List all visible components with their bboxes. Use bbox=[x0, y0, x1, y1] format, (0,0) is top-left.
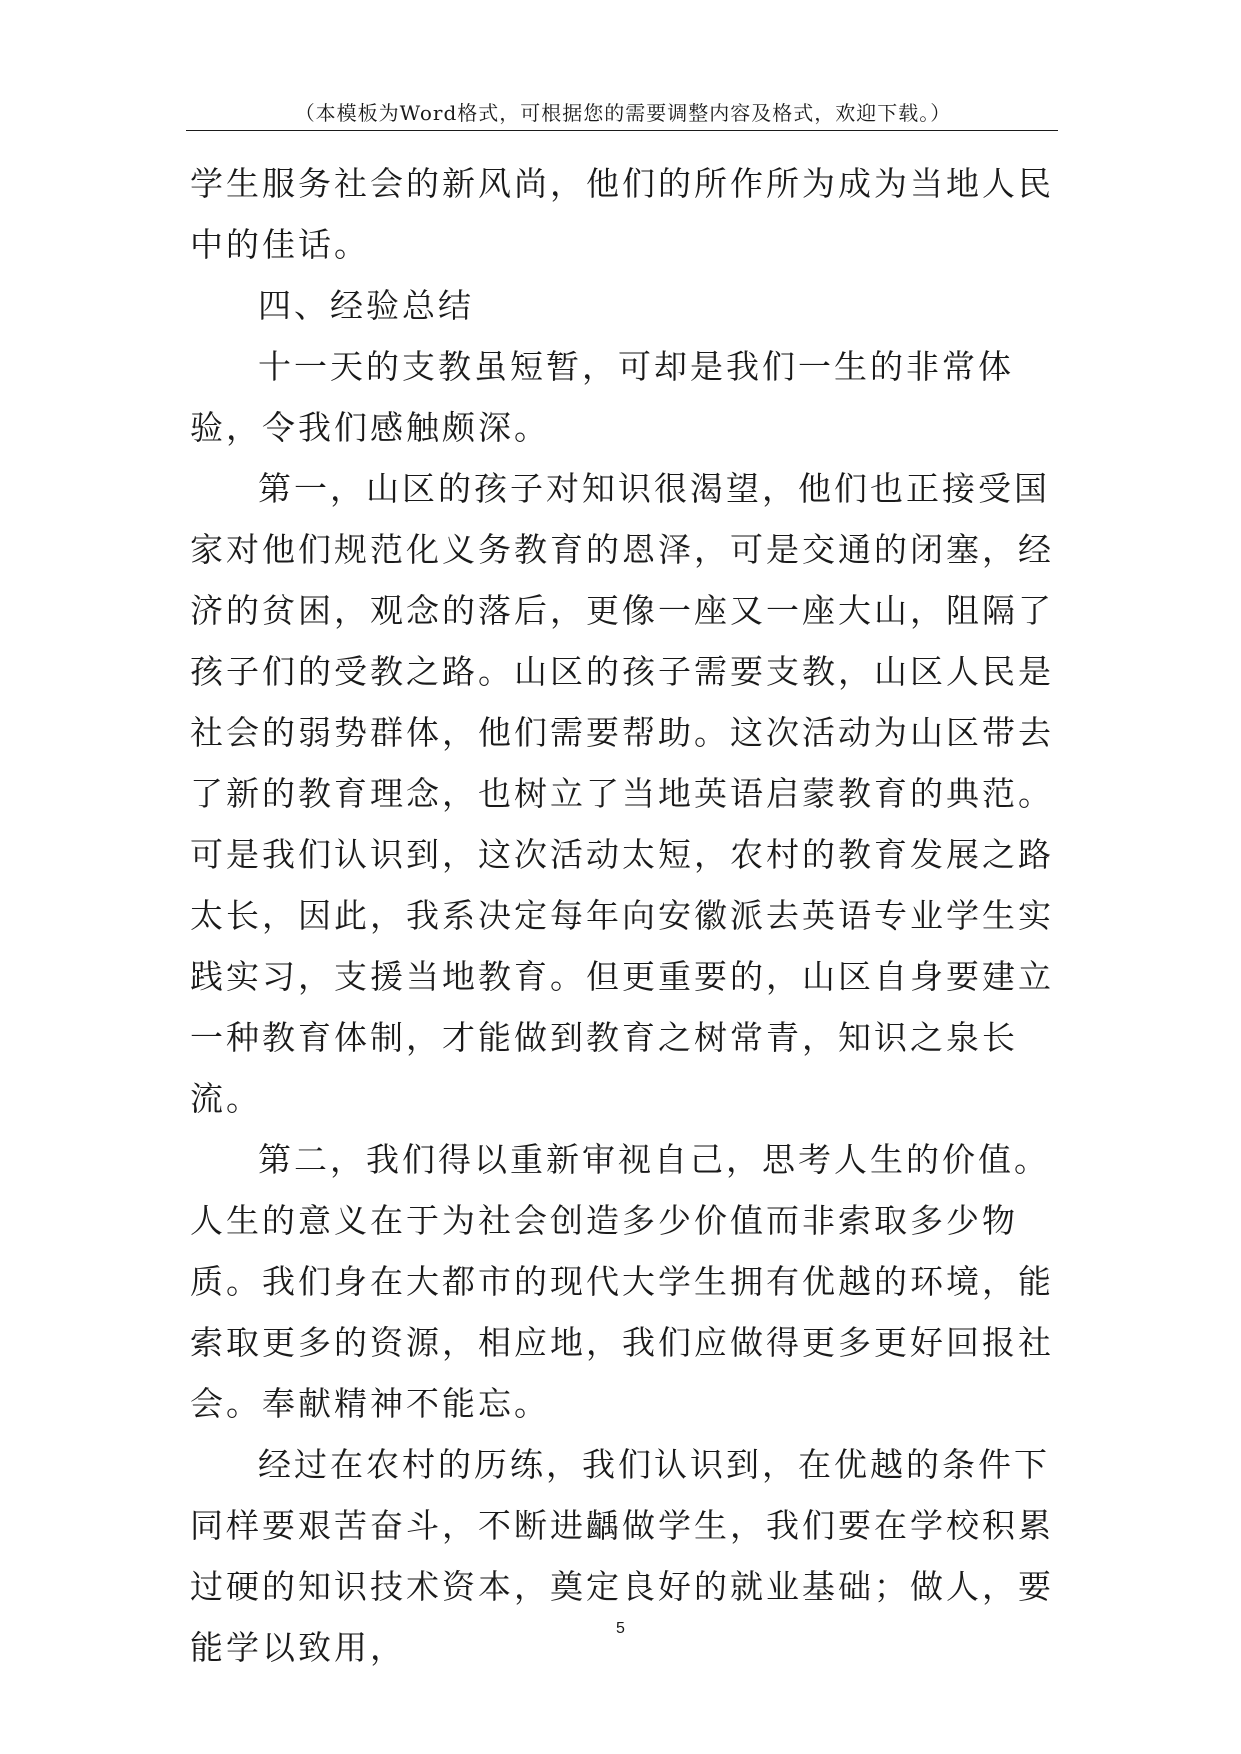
paragraph: 十一天的支教虽短暂，可却是我们一生的非常体验，令我们感触颇深。 bbox=[190, 347, 1014, 447]
paragraph: 第二，我们得以重新审视自己，思考人生的价值。人生的意义在于为社会创造多少价值而非索取多少物质。我们身在大都市的现代大学生拥有优越的环境，能索取更多的资源，相应地，我们应做得更多更好回报社会。奉献精神不能忘。 bbox=[190, 1140, 1054, 1423]
header-note: （本模板为Word格式，可根据您的需要调整内容及格式，欢迎下载。） bbox=[294, 101, 952, 125]
paragraph: 第一，山区的孩子对知识很渴望，他们也正接受国家对他们规范化义务教育的恩泽，可是交通的闭塞，经济的贫困，观念的落后，更像一座又一座大山，阻隔了孩子们的受教之路。山区的孩子需要支教，山区人民是社会的弱势群体，他们需要帮助。这次活动为山区带去了新的教育理念，也树立了当地英语启蒙教育的典范。可是我们认识到，这次活动太短，农村的教育发展之路太长，因此，我系决定每年向安徽派去英语专业学生实践实习，支援当地教育。但更重要的，山区自身要建立一种教育体制，才能做到教育之树常青，知识之泉长流。 bbox=[190, 469, 1054, 1118]
page-number: 5 bbox=[616, 1620, 625, 1637]
body-text bbox=[190, 153, 1056, 1678]
section-heading: 四、经验总结 bbox=[258, 286, 474, 325]
paragraph-continuation: 学生服务社会的新风尚，他们的所作所为成为当地人民中的佳话。 bbox=[190, 164, 1054, 264]
paragraph: 经过在农村的历练，我们认识到，在优越的条件下同样要艰苦奋斗，不断进齲做学生，我们要在学校积累过硬的知识技术资本，奠定良好的就业基础；做人，要能学以致用， bbox=[190, 1445, 1054, 1667]
header-divider bbox=[186, 130, 1058, 131]
